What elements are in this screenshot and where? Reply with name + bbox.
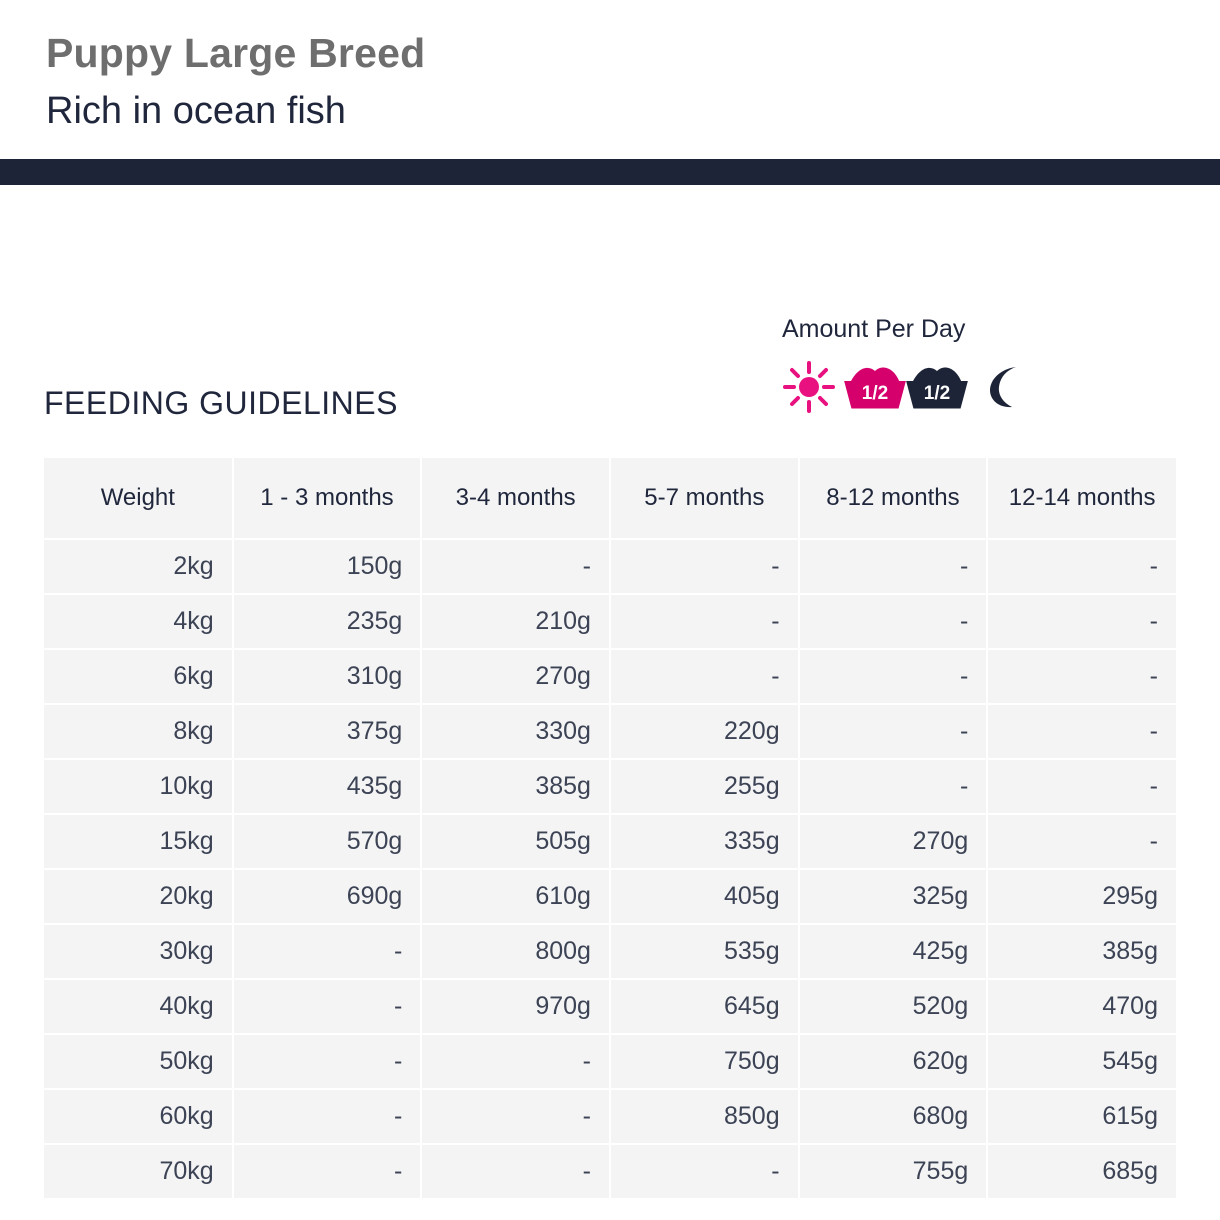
table-row: [44, 759, 1176, 814]
cell-weight: 60kg: [44, 1089, 233, 1144]
cell-amount: -: [799, 539, 988, 594]
cell-amount: 755g: [799, 1144, 988, 1198]
amount-per-day-label: Amount Per Day: [782, 315, 966, 343]
cell-amount: 680g: [799, 1089, 988, 1144]
column-header-weight: Weight: [44, 458, 233, 539]
table-row: [44, 704, 1176, 759]
table-row: [44, 869, 1176, 924]
cell-amount: -: [987, 759, 1176, 814]
cell-amount: -: [421, 1034, 610, 1089]
cell-amount: 690g: [233, 869, 422, 924]
cell-amount: 210g: [421, 594, 610, 649]
cell-amount: 435g: [233, 759, 422, 814]
table-row: [44, 1089, 1176, 1144]
table-row: [44, 594, 1176, 649]
cell-amount: 220g: [610, 704, 799, 759]
cell-amount: 295g: [987, 869, 1176, 924]
cell-amount: -: [421, 1089, 610, 1144]
cell-amount: 330g: [421, 704, 610, 759]
cell-amount: -: [233, 1089, 422, 1144]
cell-amount: 520g: [799, 979, 988, 1034]
column-header-1-3-months: 1 - 3 months: [233, 458, 422, 539]
column-header-8-12-months: 8-12 months: [799, 458, 988, 539]
table-row: [44, 979, 1176, 1034]
cell-amount: -: [421, 539, 610, 594]
cell-amount: 570g: [233, 814, 422, 869]
cell-amount: 385g: [421, 759, 610, 814]
cell-amount: -: [233, 1034, 422, 1089]
column-header-3-4-months: 3-4 months: [421, 458, 610, 539]
cell-amount: 685g: [987, 1144, 1176, 1198]
cell-amount: -: [233, 1144, 422, 1198]
cell-weight: 8kg: [44, 704, 233, 759]
table-row: [44, 649, 1176, 704]
cell-weight: 2kg: [44, 539, 233, 594]
cell-weight: 50kg: [44, 1034, 233, 1089]
cell-amount: -: [233, 979, 422, 1034]
table-row: [44, 1034, 1176, 1089]
cell-amount: -: [799, 594, 988, 649]
cell-amount: 505g: [421, 814, 610, 869]
cell-amount: 850g: [610, 1089, 799, 1144]
night-bowl-fraction: 1/2: [923, 382, 951, 404]
cell-weight: 70kg: [44, 1144, 233, 1198]
cell-amount: -: [610, 1144, 799, 1198]
cell-amount: 235g: [233, 594, 422, 649]
cell-amount: -: [610, 539, 799, 594]
cell-amount: 535g: [610, 924, 799, 979]
amount-per-day-icons: [782, 360, 1072, 414]
cell-amount: 425g: [799, 924, 988, 979]
cell-amount: 150g: [233, 539, 422, 594]
column-header-5-7-months: 5-7 months: [610, 458, 799, 539]
column-header-12-14-months: 12-14 months: [987, 458, 1176, 539]
amount-per-day-block: [782, 316, 1072, 414]
cell-weight: 40kg: [44, 979, 233, 1034]
cell-amount: -: [421, 1144, 610, 1198]
table-row: [44, 814, 1176, 869]
table-row: [44, 539, 1176, 594]
cell-amount: -: [987, 594, 1176, 649]
feeding-guidelines-table: [44, 458, 1176, 1198]
cell-amount: 270g: [799, 814, 988, 869]
page-title: Puppy Large Breed: [46, 30, 426, 76]
moon-icon: [982, 363, 1026, 411]
cell-amount: 750g: [610, 1034, 799, 1089]
cell-amount: -: [610, 594, 799, 649]
cell-amount: 255g: [610, 759, 799, 814]
cell-weight: 20kg: [44, 869, 233, 924]
cell-amount: -: [987, 704, 1176, 759]
divider-bar: [0, 159, 1220, 185]
cell-amount: 470g: [987, 979, 1176, 1034]
page-header: [0, 0, 1220, 135]
cell-amount: 310g: [233, 649, 422, 704]
cell-amount: -: [987, 539, 1176, 594]
table-header-row: [44, 458, 1176, 539]
cell-weight: 10kg: [44, 759, 233, 814]
cell-amount: 545g: [987, 1034, 1176, 1089]
cell-amount: 800g: [421, 924, 610, 979]
bowl-icons: [844, 365, 968, 409]
cell-amount: 615g: [987, 1089, 1176, 1144]
sun-icon: [782, 360, 836, 414]
night-bowl-icon: [906, 365, 968, 409]
feeding-guidelines-title: FEEDING GUIDELINES: [44, 385, 398, 421]
table-row: [44, 1144, 1176, 1198]
cell-amount: 385g: [987, 924, 1176, 979]
page-subtitle: Rich in ocean fish: [46, 90, 346, 133]
cell-amount: 970g: [421, 979, 610, 1034]
table-row: [44, 924, 1176, 979]
day-bowl-icon: [844, 365, 906, 409]
cell-amount: -: [987, 649, 1176, 704]
cell-weight: 6kg: [44, 649, 233, 704]
cell-amount: -: [233, 924, 422, 979]
cell-amount: -: [799, 649, 988, 704]
day-bowl-fraction: 1/2: [861, 382, 889, 404]
cell-amount: 610g: [421, 869, 610, 924]
cell-amount: 270g: [421, 649, 610, 704]
cell-amount: -: [799, 704, 988, 759]
cell-amount: 325g: [799, 869, 988, 924]
cell-amount: 645g: [610, 979, 799, 1034]
cell-amount: 335g: [610, 814, 799, 869]
cell-amount: 620g: [799, 1034, 988, 1089]
cell-amount: 375g: [233, 704, 422, 759]
cell-amount: -: [799, 759, 988, 814]
cell-amount: 405g: [610, 869, 799, 924]
cell-amount: -: [987, 814, 1176, 869]
cell-amount: -: [610, 649, 799, 704]
cell-weight: 15kg: [44, 814, 233, 869]
cell-weight: 4kg: [44, 594, 233, 649]
cell-weight: 30kg: [44, 924, 233, 979]
